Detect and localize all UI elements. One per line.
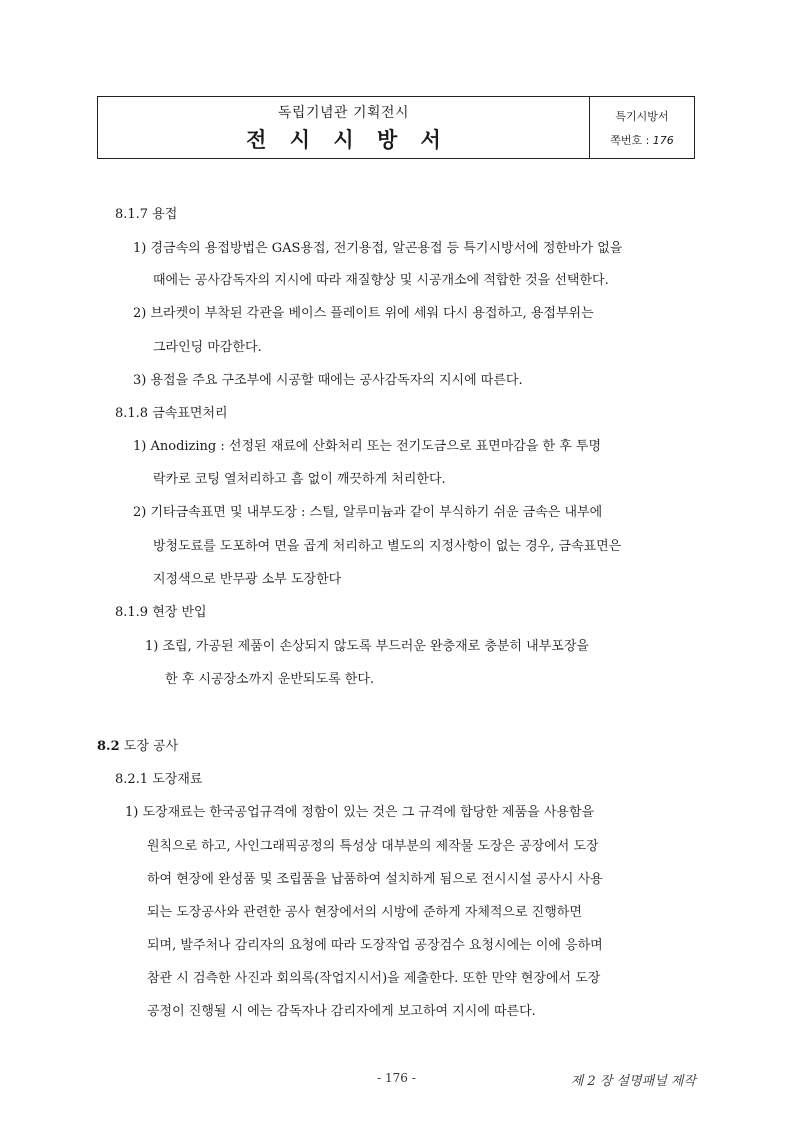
document-header bbox=[97, 96, 695, 159]
header-title-block bbox=[98, 97, 590, 158]
paragraph-line: 1) 조립, 가공된 제품이 손상되지 않도록 부드러운 완충재로 충분히 내부포장을 bbox=[145, 639, 589, 654]
section-heading-8-2-1: 8.2.1 도장재료 bbox=[115, 772, 203, 787]
paragraph-line: 하여 현장에 완성품 및 조립품을 납품하여 설치하게 됨으로 전시시설 공사시 사용 bbox=[147, 872, 603, 887]
paragraph-line: 방청도료를 도포하여 면을 곱게 처리하고 별도의 지정사항이 없는 경우, 금속표면은 bbox=[153, 539, 622, 554]
footer-chapter-title: 제 2 장 설명패널 제작 bbox=[570, 1074, 696, 1089]
section-heading-8-2 bbox=[97, 740, 178, 753]
paragraph-line: 2) 기타금속표면 및 내부도장 : 스틸, 알루미늄과 같이 부식하기 쉬운 금속은 내부에 bbox=[133, 505, 603, 520]
paragraph-line: 그라인딩 마감한다. bbox=[153, 340, 262, 355]
paragraph-line: 락카로 코팅 열처리하고 흠 없이 깨끗하게 처리한다. bbox=[153, 472, 446, 487]
section-heading-8-1-8: 8.1.8 금속표면처리 bbox=[115, 406, 228, 421]
section-heading-8-1-9: 8.1.9 현장 반입 bbox=[115, 605, 207, 620]
paragraph-line: 공정이 진행될 시 에는 감독자나 감리자에게 보고하여 지시에 따른다. bbox=[147, 1004, 536, 1019]
header-title: 전 시 시 방 서 bbox=[246, 127, 449, 152]
page-number-field bbox=[610, 132, 674, 148]
section-heading-8-1-7: 8.1.7 용접 bbox=[115, 207, 178, 222]
paragraph-line: 되며, 발주처나 감리자의 요청에 따라 도장작업 공장검수 요청시에는 이에 응하며 bbox=[147, 938, 603, 953]
paragraph-line: 참관 시 검측한 사진과 회의록(작업지시서)을 제출한다. 또한 만약 현장에서 도장 bbox=[147, 971, 601, 986]
paragraph-line: 1) 도장재료는 한국공업규격에 정함이 있는 것은 그 규격에 합당한 제품을 사용함을 bbox=[125, 805, 595, 820]
footer-page-number: - 176 - bbox=[377, 1071, 416, 1085]
section-number: 8.2 bbox=[97, 739, 120, 754]
page-number-label: 쪽번호 : bbox=[610, 133, 650, 147]
paragraph-line: 원칙으로 하고, 사인그래픽공정의 특성상 대부분의 제작물 도장은 공장에서 도장 bbox=[147, 839, 599, 854]
header-subtitle: 독립기념관 기획전시 bbox=[277, 104, 410, 121]
paragraph-line: 때에는 공사감독자의 지시에 따라 재질향상 및 시공개소에 적합한 것을 선택한다. bbox=[153, 273, 609, 288]
page-number-value: 176 bbox=[652, 133, 674, 147]
paragraph-line: 한 후 시공장소까지 운반되도록 한다. bbox=[165, 672, 375, 687]
paragraph-line: 1) Anodizing : 선정된 재료에 산화처리 또는 전기도금으로 표면마감을 한 후 투명 bbox=[133, 439, 602, 454]
paragraph-line: 되는 도장공사와 관련한 공사 현장에서의 시방에 준하게 자체적으로 진행하면 bbox=[147, 905, 582, 920]
paragraph-line: 1) 경금속의 용접방법은 GAS용접, 전기용접, 알곤용접 등 특기시방서에 정한바가 없을 bbox=[133, 241, 623, 256]
paragraph-line: 지정색으로 반무광 소부 도장한다 bbox=[153, 572, 342, 587]
header-meta-block bbox=[590, 97, 694, 158]
section-title: 도장 공사 bbox=[119, 739, 179, 754]
paragraph-line: 2) 브라켓이 부착된 각관을 베이스 플레이트 위에 세워 다시 용접하고, 용접부위는 bbox=[133, 306, 594, 321]
doc-type-label: 특기시방서 bbox=[615, 109, 669, 123]
paragraph-line: 3) 용접을 주요 구조부에 시공할 때에는 공사감독자의 지시에 따른다. bbox=[133, 373, 523, 388]
